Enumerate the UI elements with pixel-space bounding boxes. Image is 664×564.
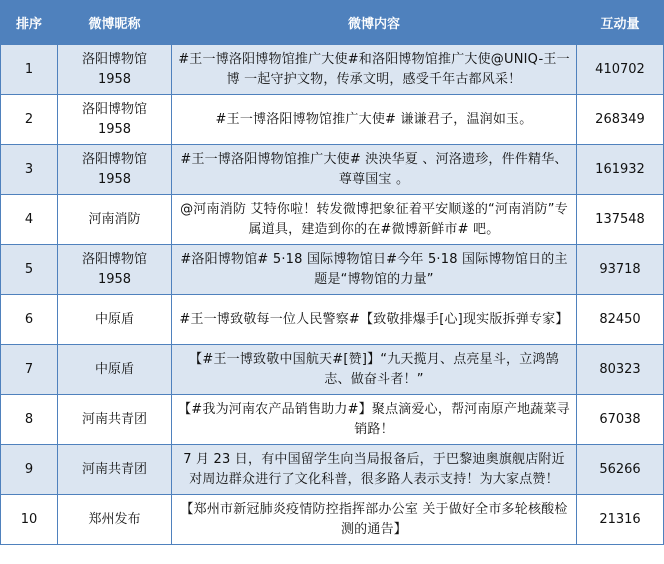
content-cell: 【#王一博致敬中国航天#[赞]】“九天揽月、点亮星斗，立鸿鹄志、做奋斗者！” <box>172 345 577 395</box>
rank-cell: 7 <box>1 345 58 395</box>
table-row <box>1 295 664 345</box>
nickname-cell: 中原盾 <box>58 295 172 345</box>
interactions-cell: 268349 <box>577 95 664 145</box>
content-cell: #洛阳博物馆# 5·18 国际博物馆日#今年 5·18 国际博物馆日的主题是“博物馆的力量” <box>172 245 577 295</box>
rank-cell: 2 <box>1 95 58 145</box>
content-cell: #王一博洛阳博物馆推广大使# 泱泱华夏 、河洛遗珍，件件精华、尊尊国宝 。 <box>172 145 577 195</box>
rank-cell: 6 <box>1 295 58 345</box>
nickname-cell: 河南共青团 <box>58 445 172 495</box>
content-cell: #王一博洛阳博物馆推广大使#和洛阳博物馆推广大使@UNIQ-王一博 一起守护文物，传承文明，感受千年古都风采！ <box>172 45 577 95</box>
content-cell: #王一博致敬每一位人民警察#【致敬排爆手[心]现实版拆弹专家】 <box>172 295 577 345</box>
nickname-cell: 中原盾 <box>58 345 172 395</box>
table-row <box>1 495 664 545</box>
rank-cell: 5 <box>1 245 58 295</box>
rank-cell: 4 <box>1 195 58 245</box>
nickname-cell: 河南消防 <box>58 195 172 245</box>
table-row <box>1 145 664 195</box>
nickname-cell: 洛阳博物馆 1958 <box>58 145 172 195</box>
rank-cell: 10 <box>1 495 58 545</box>
rank-cell: 1 <box>1 45 58 95</box>
table-row <box>1 195 664 245</box>
interactions-cell: 82450 <box>577 295 664 345</box>
interactions-cell: 93718 <box>577 245 664 295</box>
table-row <box>1 245 664 295</box>
content-cell: 【#我为河南农产品销售助力#】聚点滴爱心，帮河南原产地蔬菜寻销路！ <box>172 395 577 445</box>
interactions-cell: 21316 <box>577 495 664 545</box>
table-row <box>1 395 664 445</box>
interactions-cell: 56266 <box>577 445 664 495</box>
header-nickname: 微博昵称 <box>58 0 172 45</box>
content-cell: #王一博洛阳博物馆推广大使# 谦谦君子，温润如玉。 <box>172 95 577 145</box>
header-content: 微博内容 <box>172 0 577 45</box>
nickname-cell: 河南共青团 <box>58 395 172 445</box>
rank-cell: 3 <box>1 145 58 195</box>
content-cell: 【郑州市新冠肺炎疫情防控指挥部办公室 关于做好全市多轮核酸检测的通告】 <box>172 495 577 545</box>
nickname-cell: 洛阳博物馆 1958 <box>58 45 172 95</box>
interactions-cell: 137548 <box>577 195 664 245</box>
nickname-cell: 郑州发布 <box>58 495 172 545</box>
table-row <box>1 345 664 395</box>
table-row <box>1 95 664 145</box>
rank-cell: 9 <box>1 445 58 495</box>
nickname-cell: 洛阳博物馆 1958 <box>58 245 172 295</box>
table-row <box>1 445 664 495</box>
header-rank: 排序 <box>1 0 58 45</box>
interactions-cell: 67038 <box>577 395 664 445</box>
interactions-cell: 410702 <box>577 45 664 95</box>
interactions-cell: 80323 <box>577 345 664 395</box>
nickname-cell: 洛阳博物馆 1958 <box>58 95 172 145</box>
header-row <box>1 0 664 45</box>
header-interactions: 互动量 <box>577 0 664 45</box>
interactions-cell: 161932 <box>577 145 664 195</box>
content-cell: 7 月 23 日，有中国留学生向当局报备后，于巴黎迪奥旗舰店附近对周边群众进行了文化科普，很多路人表示支持！为大家点赞！ <box>172 445 577 495</box>
table-row <box>1 45 664 95</box>
content-cell: @河南消防 艾特你啦！转发微博把象征着平安顺遂的“河南消防”专属道具，建造到你的在#微博新鲜市# 吧。 <box>172 195 577 245</box>
rank-cell: 8 <box>1 395 58 445</box>
